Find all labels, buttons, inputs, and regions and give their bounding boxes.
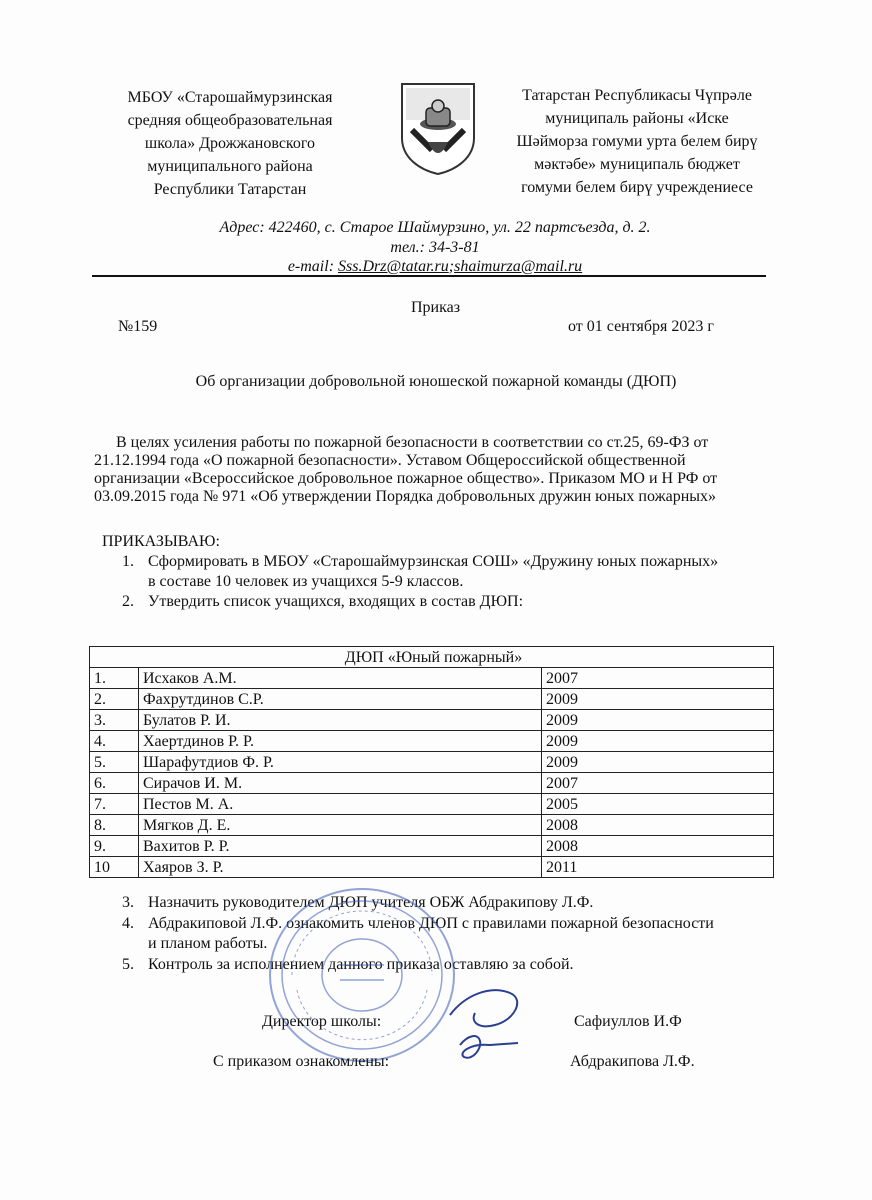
- email-separator: ;: [448, 258, 455, 275]
- row-number: 7.: [90, 794, 139, 815]
- table-row: [90, 710, 774, 731]
- email-link-2[interactable]: shaimurza@mail.ru: [454, 258, 583, 275]
- email-label: e-mail:: [287, 258, 339, 275]
- row-number: 2.: [90, 689, 139, 710]
- order-date: от 01 сентября 2023 г: [568, 318, 714, 335]
- order-item-number: 4.: [122, 915, 134, 932]
- table-caption: ДЮП «Юный пожарный»: [90, 647, 774, 668]
- row-name: Пестов М. А.: [139, 794, 542, 815]
- address-line: Адрес: 422460, с. Старое Шаймурзино, ул. 22 партсъезда, д. 2.: [219, 219, 651, 236]
- row-year: 2011: [542, 857, 774, 878]
- row-number: 3.: [90, 710, 139, 731]
- order-item: [122, 552, 772, 592]
- header-left-org: [95, 86, 365, 201]
- table-row: [90, 857, 774, 878]
- row-name: Шарафутдиов Ф. Р.: [139, 752, 542, 773]
- order-item-text-cont: в составе 10 человек из учащихся 5-9 классов.: [148, 573, 464, 590]
- order-title: Приказ: [411, 299, 461, 316]
- row-name: Фахрутдинов С.Р.: [139, 689, 542, 710]
- handwritten-signature: [430, 975, 540, 1070]
- header-right-line: гомуми белем бирү учреждениесе: [521, 179, 753, 196]
- dup-member-table: [89, 646, 774, 878]
- row-number: 1.: [90, 668, 139, 689]
- table-row: [90, 815, 774, 836]
- header-right-line: Татарстан Республикасы Чүпрәле: [522, 87, 752, 104]
- row-name: Вахитов Р. Р.: [139, 836, 542, 857]
- header-left-line: МБОУ «Старошаймурзинская: [127, 89, 333, 106]
- table-row: [90, 752, 774, 773]
- row-year: 2009: [542, 689, 774, 710]
- row-number: 9.: [90, 836, 139, 857]
- order-subject: Об организации добровольной юношеской пожарной команды (ДЮП): [195, 373, 677, 390]
- table-row: [90, 689, 774, 710]
- row-year: 2009: [542, 710, 774, 731]
- row-year: 2005: [542, 794, 774, 815]
- order-item-number: 3.: [122, 894, 134, 911]
- header-left-line: Республики Татарстан: [153, 181, 307, 198]
- row-year: 2007: [542, 773, 774, 794]
- row-year: 2009: [542, 752, 774, 773]
- header-right-line: Шәйморза гомуми урта белем бирү: [516, 133, 758, 150]
- header-left-line: муниципального района: [147, 158, 313, 175]
- order-item-text: Контроль за исполнением данного приказа оставляю за собой.: [148, 956, 574, 973]
- row-name: Сирачов И. М.: [139, 773, 542, 794]
- order-item-number: 5.: [122, 956, 134, 973]
- order-item-text: Сформировать в МБОУ «Старошаймурзинская СОШ» «Дружину юных пожарных»: [148, 553, 719, 570]
- order-item-text-cont: и планом работы.: [148, 935, 268, 952]
- coat-of-arms-emblem: [398, 80, 478, 176]
- order-item-number: 2.: [122, 593, 134, 610]
- header-right-line: мәктәбе» муниципаль бюджет: [534, 156, 740, 173]
- row-year: 2008: [542, 815, 774, 836]
- header-left-line: школа» Дрожжановского: [144, 135, 316, 152]
- order-number: №159: [118, 318, 158, 335]
- row-number: 10: [90, 857, 139, 878]
- order-item-text: Утвердить список учащихся, входящих в состав ДЮП:: [148, 593, 524, 610]
- acknowledgement-label: С приказом ознакомлены:: [213, 1053, 390, 1070]
- order-item-text: Абдракиповой Л.Ф. ознакомить членов ДЮП с правилами пожарной безопасности: [148, 915, 714, 932]
- header-divider: [92, 275, 766, 277]
- phone-line: тел.: 34-3-81: [390, 239, 480, 256]
- row-name: Хаяров З. Р.: [139, 857, 542, 878]
- order-item-text: Назначить руководителем ДЮП учителя ОБЖ Абдракипову Л.Ф.: [148, 894, 594, 911]
- row-name: Хаертдинов Р. Р.: [139, 731, 542, 752]
- orders-word: ПРИКАЗЫВАЮ:: [102, 533, 220, 550]
- header-right-line: муниципаль районы «Иске: [545, 110, 729, 127]
- table-caption-row: [90, 647, 774, 668]
- table-row: [90, 773, 774, 794]
- header-left-line: средняя общеобразовательная: [127, 112, 333, 129]
- row-name: Булатов Р. И.: [139, 710, 542, 731]
- row-number: 8.: [90, 815, 139, 836]
- table-row: [90, 836, 774, 857]
- row-year: 2007: [542, 668, 774, 689]
- row-year: 2009: [542, 731, 774, 752]
- order-preamble: В целях усиления работы по пожарной безопасности в соответствии со ст.25, 69-ФЗ от 21.12.1994 года «О пожарной безопасности». Уставом Общероссийской общественной организации «Всероссийское добровольное пожарное общество». Приказом МО и Н РФ от 03.09.2015 года № 971 «Об утверждении Порядка добровольных дружин юных пожарных»: [94, 434, 718, 505]
- row-number: 6.: [90, 773, 139, 794]
- acknowledgement-name: Абдракипова Л.Ф.: [570, 1053, 695, 1070]
- row-name: Исхаков А.М.: [139, 668, 542, 689]
- order-item-number: 1.: [122, 553, 134, 570]
- table-row: [90, 731, 774, 752]
- email-line: [150, 257, 720, 276]
- director-label: Директор школы:: [262, 1013, 382, 1030]
- header-right-org: [487, 84, 787, 199]
- email-link-1[interactable]: Sss.Drz@tatar.ru: [338, 258, 449, 275]
- table-row: [90, 794, 774, 815]
- director-name: Сафиуллов И.Ф: [574, 1013, 682, 1030]
- row-year: 2008: [542, 836, 774, 857]
- row-number: 4.: [90, 731, 139, 752]
- table-row: [90, 668, 774, 689]
- order-item: [122, 592, 772, 612]
- row-number: 5.: [90, 752, 139, 773]
- row-name: Мягков Д. Е.: [139, 815, 542, 836]
